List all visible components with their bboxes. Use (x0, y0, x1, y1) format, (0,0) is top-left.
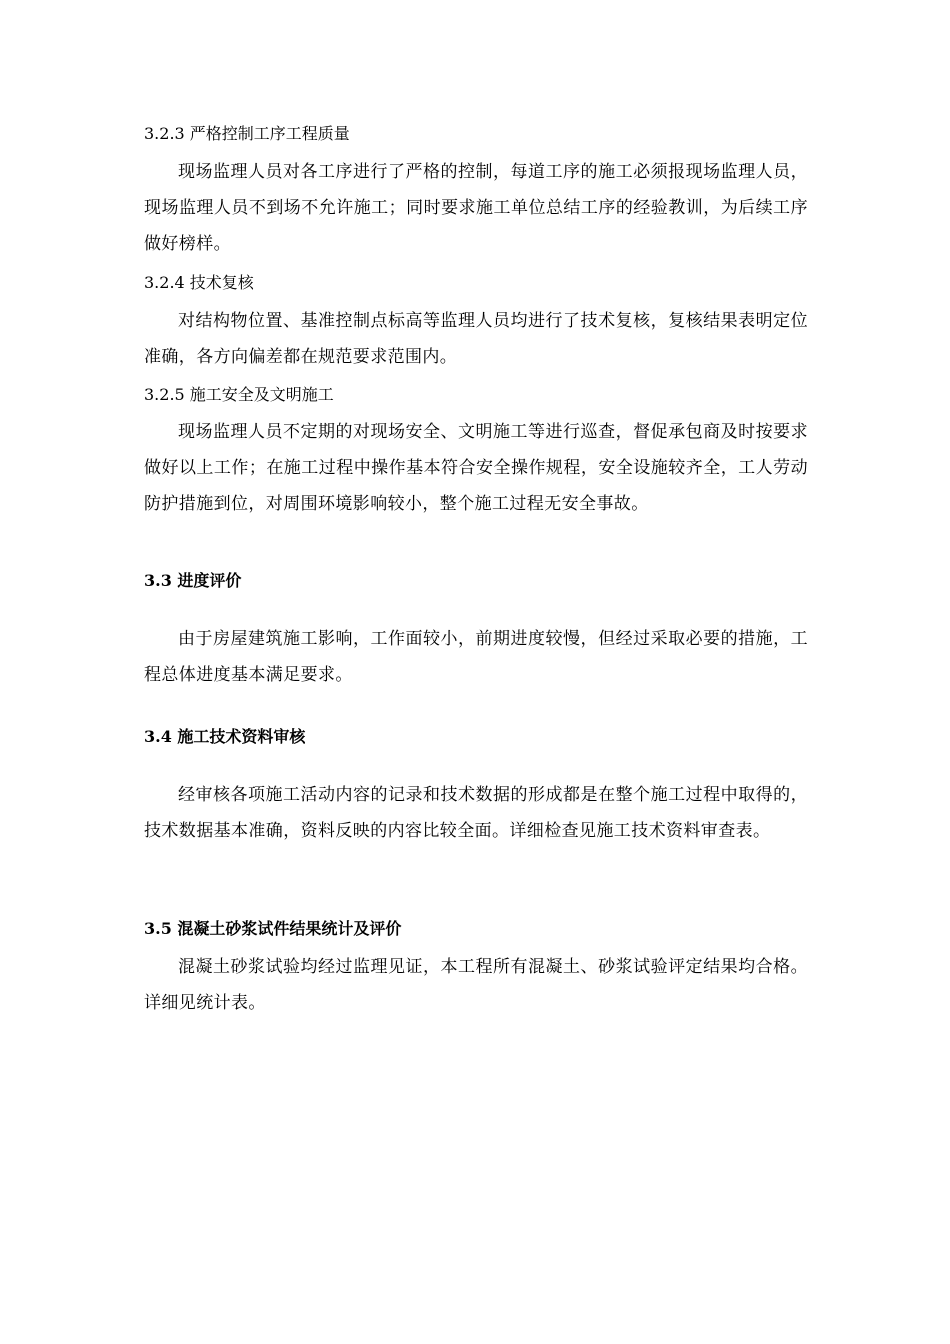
section-heading-3-5: 3.5 混凝土砂浆试件结果统计及评价 (144, 919, 402, 938)
paragraph-safety: 现场监理人员不定期的对现场安全、文明施工等进行巡查，督促承包商及时按要求做好以上工作；在施工过程中操作基本符合安全操作规程，安全设施较齐全，工人劳动防护措施到位，对周围环境影响较小，整个施工过程无安全事故。 (144, 422, 808, 514)
paragraph-process-quality: 现场监理人员对各工序进行了严格的控制，每道工序的施工必须报现场监理人员，现场监理人员不到场不允许施工；同时要求施工单位总结工序的经验教训，为后续工序做好榜样。 (144, 162, 808, 254)
paragraph-progress: 由于房屋建筑施工影响，工作面较小，前期进度较慢，但经过采取必要的措施，工程总体进度基本满足要求。 (144, 629, 808, 685)
subheading-3-2-4: 3.2.4 技术复核 (144, 273, 254, 292)
document-page (144, 0, 808, 1344)
paragraph-technical-review: 对结构物位置、基准控制点标高等监理人员均进行了技术复核，复核结果表明定位准确，各方向偏差都在规范要求范围内。 (144, 311, 808, 367)
section-heading-3-3: 3.3 进度评价 (144, 571, 242, 590)
paragraph-documentation: 经审核各项施工活动内容的记录和技术数据的形成都是在整个施工过程中取得的，技术数据基本准确，资料反映的内容比较全面。详细检查见施工技术资料审查表。 (144, 785, 808, 841)
subheading-3-2-5: 3.2.5 施工安全及文明施工 (144, 385, 334, 404)
section-heading-3-4: 3.4 施工技术资料审核 (144, 727, 306, 746)
subheading-3-2-3: 3.2.3 严格控制工序工程质量 (144, 124, 350, 143)
paragraph-concrete-tests: 混凝土砂浆试验均经过监理见证，本工程所有混凝土、砂浆试验评定结果均合格。详细见统计表。 (144, 957, 808, 1013)
